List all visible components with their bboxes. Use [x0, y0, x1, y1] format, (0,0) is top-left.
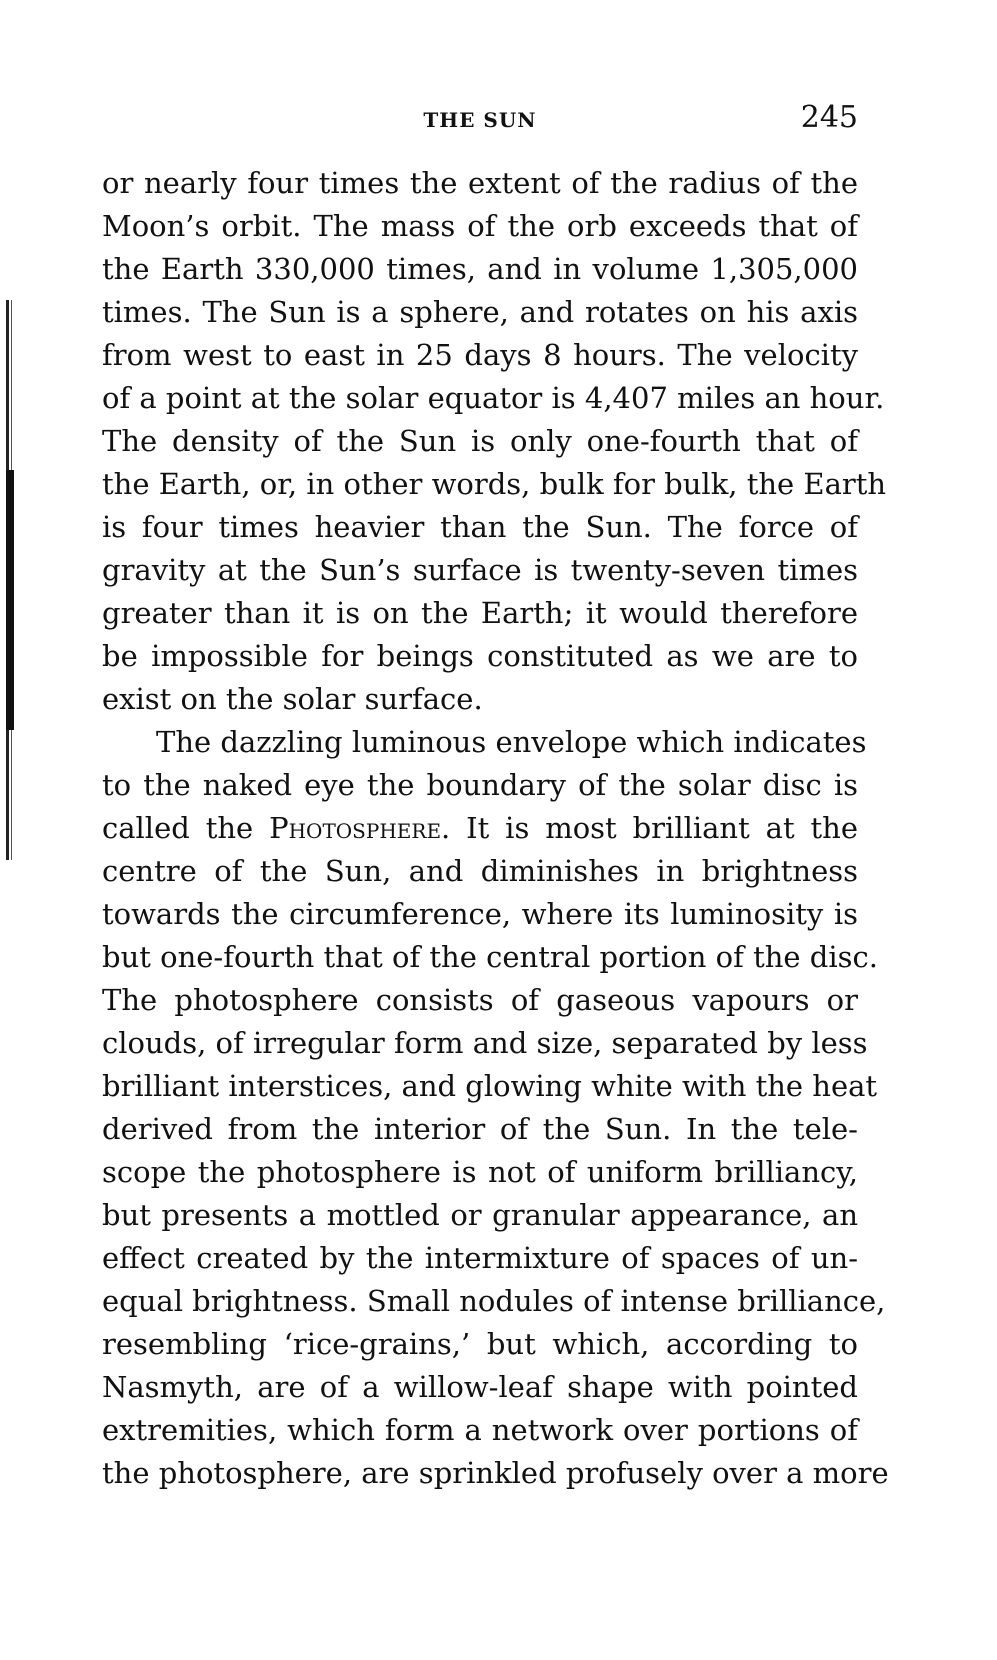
text-line: from west to east in 25 days 8 hours. The velocity — [102, 338, 858, 372]
text-fragment: called the — [102, 811, 270, 845]
text-line: the Earth 330,000 times, and in volume 1,305,000 — [102, 252, 858, 286]
text-line: exist on the solar surface. — [102, 682, 483, 716]
text-fragment: It is most brilliant at the — [450, 811, 858, 845]
running-title: THE SUN — [423, 108, 537, 132]
text-line: The photosphere consists of gaseous vapours or — [102, 983, 858, 1017]
text-line: times. The Sun is a sphere, and rotates on his axis — [102, 295, 858, 329]
text-line: the photosphere, are sprinkled profusely over a more — [102, 1456, 889, 1490]
text-line: resembling ‘rice-grains,’ but which, according to — [102, 1327, 858, 1361]
text-line: effect created by the intermixture of spaces of un- — [102, 1241, 858, 1275]
body-text — [102, 162, 889, 1495]
paragraph-2 — [102, 721, 889, 1495]
text-line: scope the photosphere is not of uniform brilliancy, — [102, 1155, 858, 1189]
text-line: to the naked eye the boundary of the solar disc is — [102, 768, 858, 802]
text-line: Moon’s orbit. The mass of the orb exceeds that of — [102, 209, 858, 243]
paragraph-1 — [102, 162, 887, 721]
text-line: or nearly four times the extent of the radius of the — [102, 166, 858, 200]
text-line: Nasmyth, are of a willow-leaf shape with pointed — [102, 1370, 858, 1404]
running-head — [102, 100, 858, 136]
text-line: be impossible for beings constituted as we are to — [102, 639, 858, 673]
text-line: of a point at the solar equator is 4,407 miles an hour. — [102, 381, 885, 415]
text-line: derived from the interior of the Sun. In the tele- — [102, 1112, 858, 1146]
text-line: towards the circumference, where its luminosity is — [102, 897, 858, 931]
text-line: the Earth, or, in other words, bulk for bulk, the Earth — [102, 467, 887, 501]
text-line: is four times heavier than the Sun. The force of — [102, 510, 858, 544]
text-line: brilliant interstices, and glowing white with the heat — [102, 1069, 878, 1103]
text-line-with-term — [102, 807, 858, 850]
photosphere-term: Photosphere. — [269, 811, 451, 845]
text-line: The dazzling luminous envelope which indicates — [156, 725, 867, 759]
text-line: centre of the Sun, and diminishes in brightness — [102, 854, 858, 888]
text-line: clouds, of irregular form and size, separated by less — [102, 1026, 868, 1060]
text-line: extremities, which form a network over portions of — [102, 1413, 858, 1447]
text-line: gravity at the Sun’s surface is twenty-seven times — [102, 553, 858, 587]
text-line: but presents a mottled or granular appearance, an — [102, 1198, 858, 1232]
text-line: The density of the Sun is only one-fourth that of — [102, 424, 858, 458]
text-line: greater than it is on the Earth; it would therefore — [102, 596, 858, 630]
text-line: equal brightness. Small nodules of intense brilliance, — [102, 1284, 886, 1318]
margin-binding-mark — [6, 300, 14, 860]
page-number: 245 — [800, 100, 858, 135]
text-line: but one-fourth that of the central portion of the disc. — [102, 940, 878, 974]
